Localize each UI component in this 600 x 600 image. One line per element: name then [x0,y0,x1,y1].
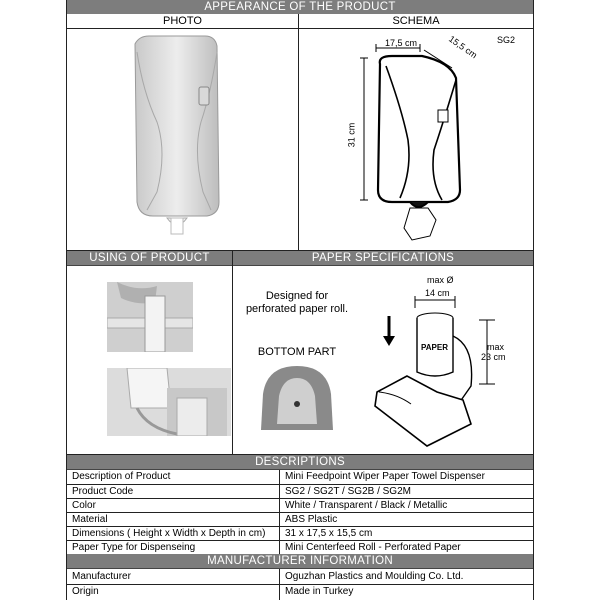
dispenser-photo [107,32,257,247]
roll-label: PAPER [421,343,448,352]
section-using-header: USING OF PRODUCT [67,251,232,266]
mfr-label: Manufacturer [72,571,131,582]
height-label: 31 cm [346,122,357,148]
bottom-part-image [257,364,337,434]
mfr-value: Made in Turkey [285,586,354,597]
designed-note: Designed for perforated paper roll. [245,290,349,315]
divider [298,14,299,250]
desc-value: 31 x 17,5 x 15,5 cm [285,528,373,539]
usage-photo-bottom [107,368,231,436]
mfr-label: Origin [72,586,99,597]
section-paper-specs-header: PAPER SPECIFICATIONS [233,251,533,266]
mfr-value: Oguzhan Plastics and Moulding Co. Ltd. [285,571,464,582]
desc-label: Product Code [72,486,134,497]
photo-header: PHOTO [67,14,298,29]
model-label: SG2 [497,35,516,45]
desc-value: White / Transparent / Black / Metallic [285,500,448,511]
section-descriptions-header: DESCRIPTIONS [67,455,533,470]
depth-label: 15,5 cm [447,33,479,61]
desc-label: Material [72,514,108,525]
schema-drawing [352,40,492,248]
height-value: 23 cm [481,352,506,362]
desc-value: SG2 / SG2T / SG2B / SG2M [285,486,411,497]
desc-value: Mini Centerfeed Roll - Perforated Paper [285,542,461,553]
desc-label: Paper Type for Dispenseing [72,542,196,553]
desc-value: Mini Feedpoint Wiper Paper Towel Dispenser [285,471,485,482]
section-appearance-header: APPEARANCE OF THE PRODUCT [67,0,533,15]
desc-value: ABS Plastic [285,514,338,525]
max-diameter-label: max Ø [427,275,454,285]
schema-header: SCHEMA [299,14,533,29]
desc-label: Description of Product [72,471,171,482]
desc-label: Color [72,500,96,511]
bottom-part-label: BOTTOM PART [257,346,337,358]
width-label: 17,5 cm [385,38,418,48]
paper-roll-drawing [367,296,533,452]
divider [232,251,233,454]
spec-sheet [66,0,534,600]
max-height-label: max [487,342,505,352]
section-manufacturer-header: MANUFACTURER INFORMATION [67,554,533,569]
desc-label: Dimensions ( Height x Width x Depth in cm) [72,528,266,539]
diameter-value: 14 cm [425,288,450,298]
usage-photo-top [107,282,193,352]
